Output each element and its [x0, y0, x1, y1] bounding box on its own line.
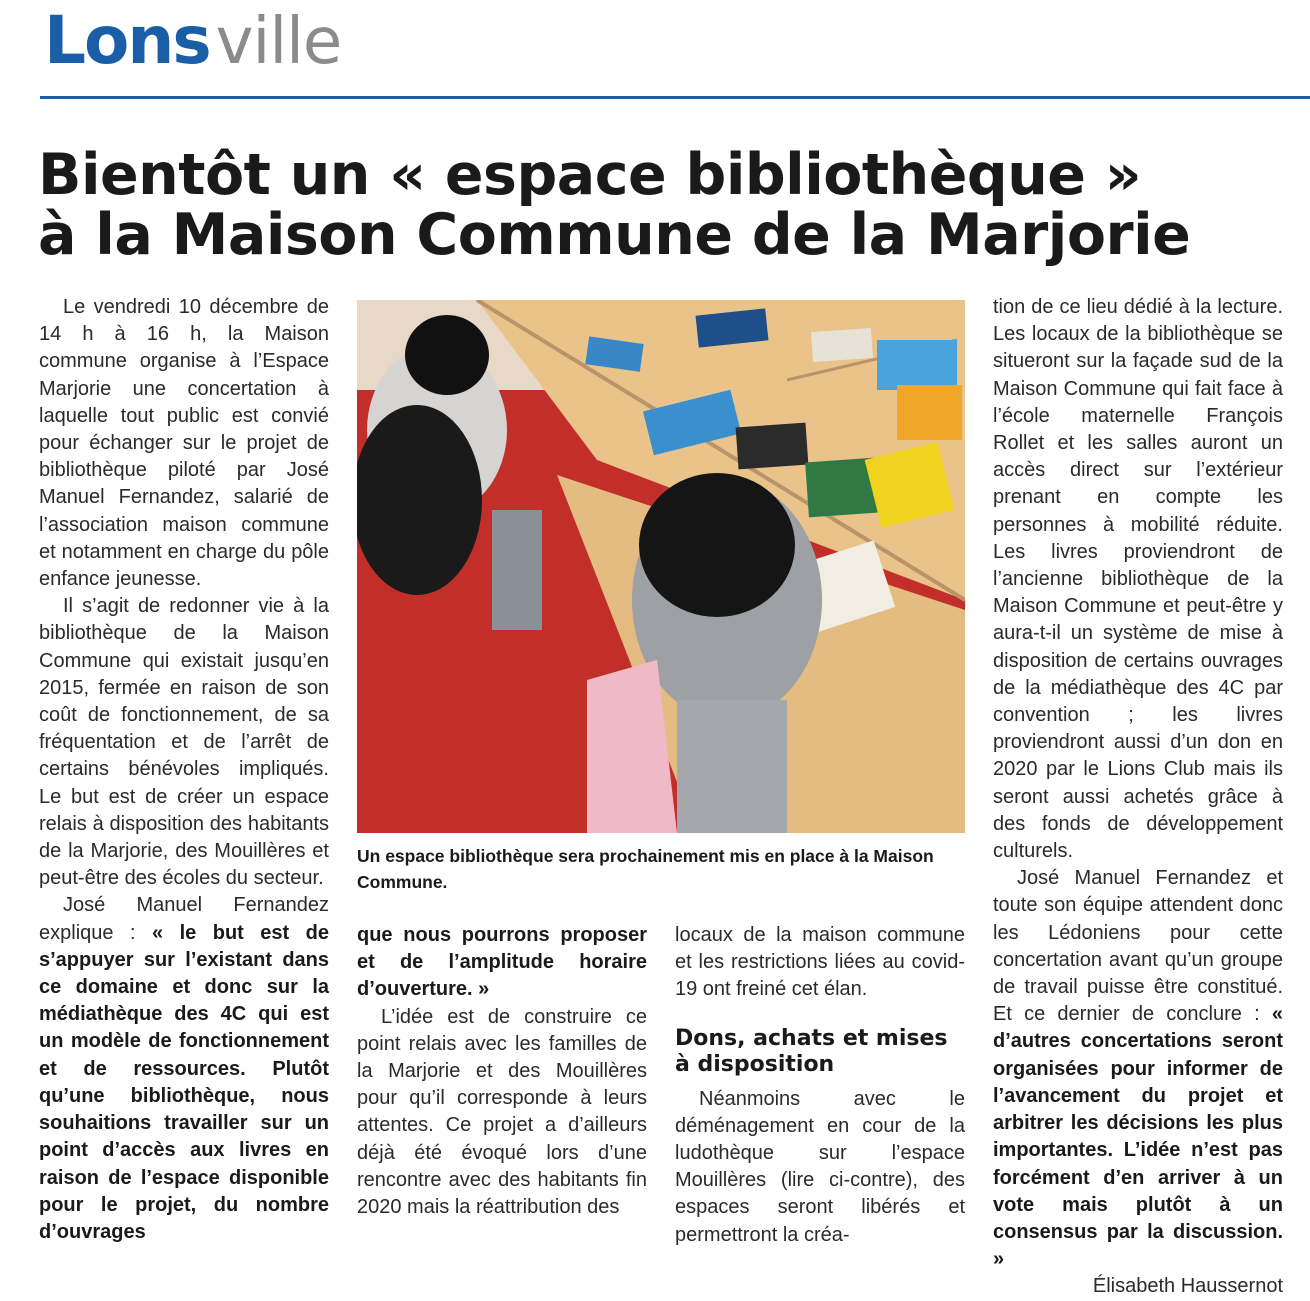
quote-text: « d’autres concertations seront organisées pour informer de l’avancement du projet et arbitrer les décisions les plus importantes. L’idée n’est pas forcément d’en arriver à un vote mais plutôt à un consensus par la discussion. »	[993, 1003, 1283, 1271]
article-column-1	[39, 294, 329, 1246]
headline-line-2: à la Maison Commune de la Marjorie	[38, 202, 1191, 268]
article-column-4	[993, 294, 1283, 1301]
headline-line-1: Bientôt un « espace bibliothèque »	[38, 142, 1142, 208]
paragraph: tion de ce lieu dédié à la lecture. Les locaux de la bibliothèque se situeront sur la façade sud de la Maison Commune qui fait face à l’école maternelle François Rollet et les salles auront un accès direct sur l’extérieur prenant en compte les personnes à mobilité réduite. Les livres proviendront de l’ancienne bibliothèque de la Maison Commune et peut-être y aura-t-il un système de mise à disposition de certains ouvrages de la médiathèque des 4C par convention ; les livres proviendront aussi d’un don en 2020 par le Lions Club mais ils seront aussi achetés grâce à des fonds de développement culturels.	[993, 296, 1283, 863]
section-title: Lons	[44, 2, 210, 79]
photo-children-reading-illustration	[357, 300, 965, 833]
section-divider	[40, 96, 1310, 99]
quote-text: que nous pourrons proposer et de l’amplitude horaire d’ouverture. »	[357, 924, 647, 1001]
article-subheading: Dons, achats et mises à disposition	[675, 1025, 948, 1077]
closing-intro: José Manuel Fernandez et toute son équipe attendent donc les Lédoniens pour cette concertation avant qu’un groupe de travail puisse être constitué. Et ce dernier de conclure :	[993, 867, 1283, 1026]
article-column-3	[675, 922, 965, 1249]
paragraph: L’idée est de construire ce point relais avec les familles de la Marjorie et des Mouillères pour qu’il corresponde à leurs attentes. Ce projet a d’ailleurs déjà été évoqué lors d’une rencontre avec des habitants fin 2020 mais la réattribution des	[357, 1005, 647, 1219]
paragraph: Il s’agit de redonner vie à la bibliothèque de la Maison Commune qui existait jusqu’en 2015, fermée en raison de son coût de fonctionnement, de sa fréquentation et de l’arrêt de certains bénévoles impliqués. Le but est de créer un espace relais à disposition des habitants de la Marjorie, des Mouillères et peut-être des écoles du secteur.	[39, 595, 329, 890]
paragraph	[993, 865, 1283, 1273]
article-photo	[357, 300, 965, 833]
paragraph: locaux de la maison commune et les restrictions liées au covid-19 ont freiné cet élan.	[675, 924, 965, 1001]
paragraph: Néanmoins avec le déménagement en cour de la ludothèque sur l’espace Mouillères (lire ci-contre), des espaces seront libérés et permettront la créa-	[675, 1087, 965, 1246]
article-headline	[38, 142, 1298, 268]
quote-text: « le but est de s’appuyer sur l’existant dans ce domaine et donc sur la médiathèque des 4C qui est un modèle de fonctionnement et de ressources. Plutôt qu’une bibliothèque, nous souhaitions travailler sur un point d’accès aux livres en raison de l’espace disponible pour le projet, du nombre d’ouvrages	[39, 921, 329, 1243]
quote-intro: José Manuel Fernandez explique :	[39, 894, 329, 944]
section-subtitle: ville	[215, 5, 342, 79]
paragraph	[39, 892, 329, 1246]
section-header	[44, 2, 341, 92]
author-signature: Élisabeth Haussernot	[1092, 1275, 1283, 1298]
photo-caption: Un espace bibliothèque sera prochainement mis en place à la Maison Commune.	[357, 846, 934, 892]
article-column-2	[357, 922, 647, 1221]
paragraph	[357, 922, 647, 1004]
paragraph: Le vendredi 10 décembre de 14 h à 16 h, la Maison commune organise à l’Espace Marjorie une concertation à laquelle tout public est convié pour échanger sur le projet de bibliothèque piloté par José Manuel Fernandez, salarié de l’association maison commune et notamment en charge du pôle enfance jeunesse.	[39, 296, 329, 591]
